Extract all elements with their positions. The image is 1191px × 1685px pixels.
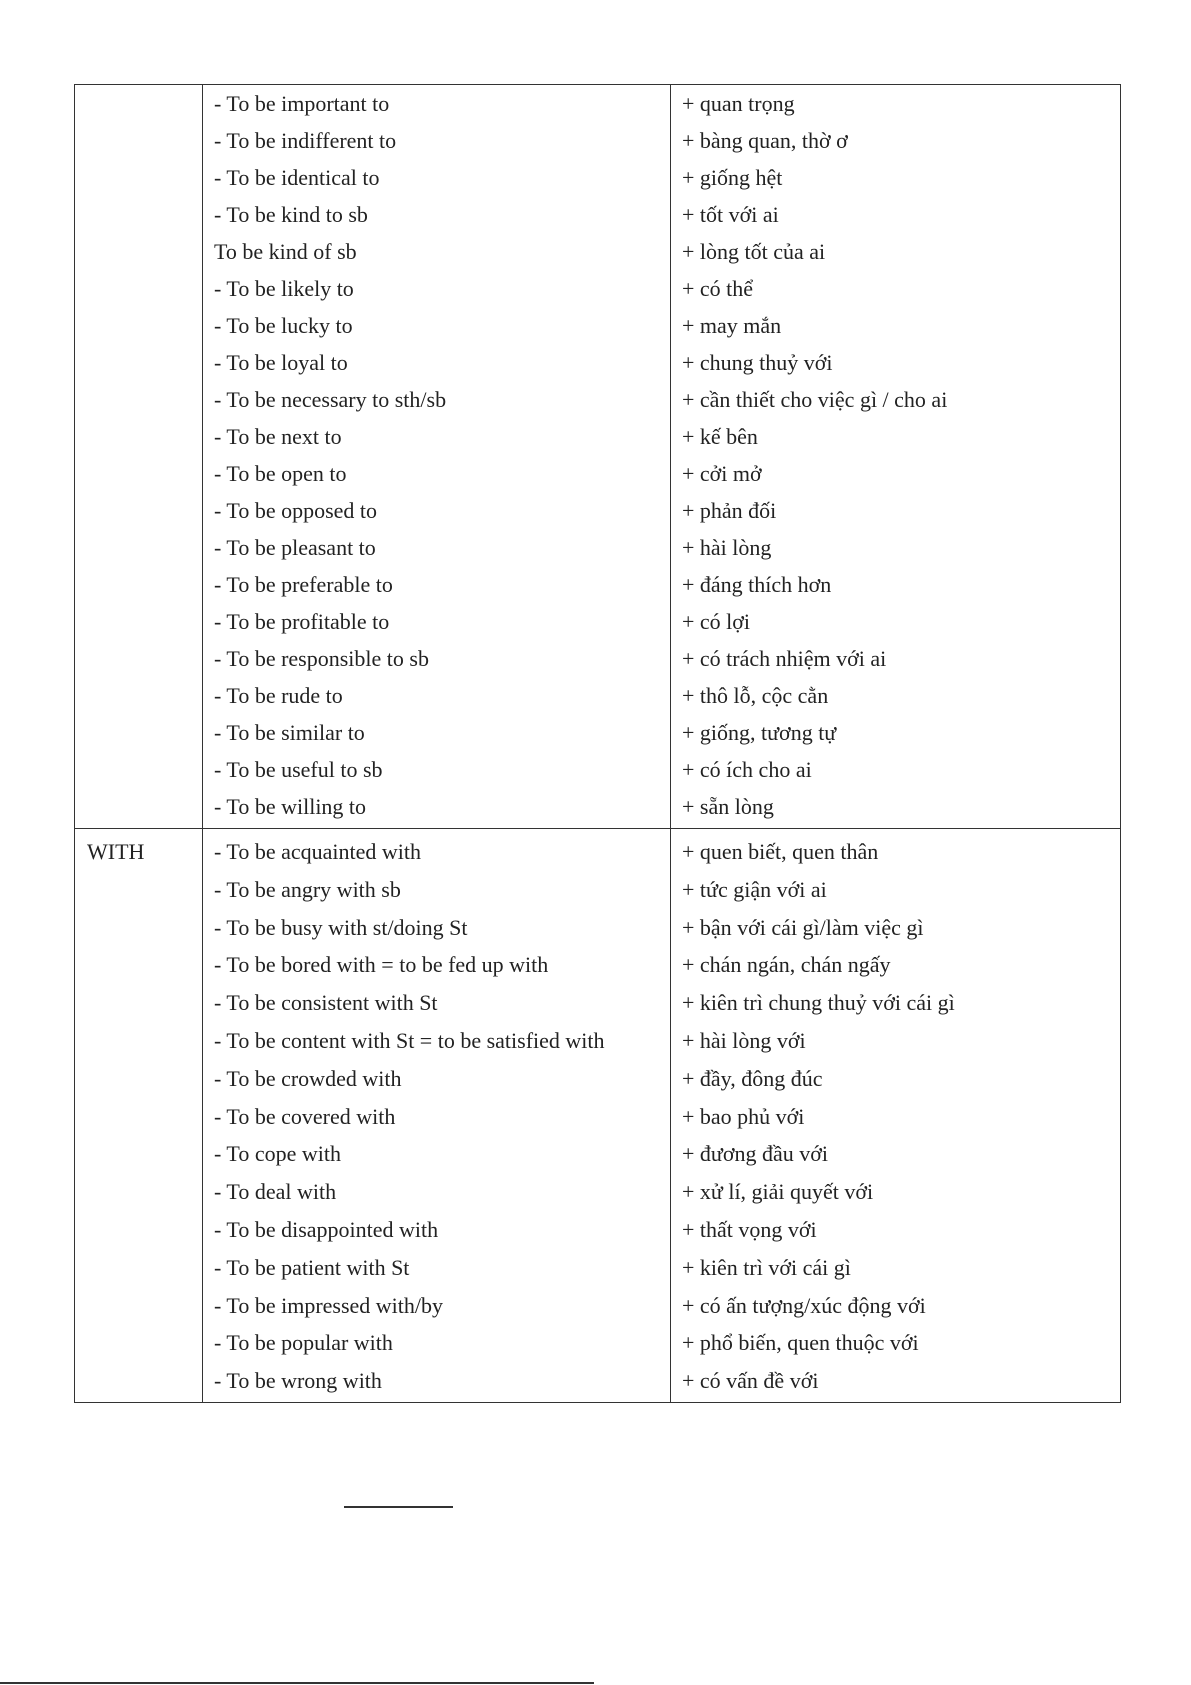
preposition-group xyxy=(75,829,1121,1403)
meaning-entry: + sẵn lòng xyxy=(682,794,774,819)
phrase-entry: - To be next to xyxy=(214,424,342,449)
meaning-entry: + cần thiết cho việc gì / cho ai xyxy=(682,387,948,412)
phrase-entry: - To be open to xyxy=(214,461,347,486)
preposition-cell xyxy=(75,85,203,829)
meaning-entry: + thô lỗ, cộc cằn xyxy=(682,683,829,708)
preposition-group xyxy=(75,85,1121,829)
meaning-entry: + bàng quan, thờ ơ xyxy=(682,128,848,153)
phrase-entry: - To be similar to xyxy=(214,720,365,745)
phrase-entry: - To be necessary to sth/sb xyxy=(214,387,447,412)
meaning-entry: + phản đối xyxy=(682,498,777,523)
meaning-entry: + đầy, đông đúc xyxy=(682,1065,823,1091)
phrase-entry: - To be pleasant to xyxy=(214,535,376,560)
phrase-entry: - To be willing to xyxy=(214,794,367,819)
phrase-entry: - To be likely to xyxy=(214,276,354,301)
meaning-entry: + hài lòng xyxy=(682,535,772,560)
meaning-entry: + có ấn tượng/xúc động với xyxy=(682,1292,926,1318)
phrase-entry: - To be responsible to sb xyxy=(214,646,429,671)
phrase-entry: - To be patient with St xyxy=(214,1254,410,1280)
meaning-entry: + có trách nhiệm với ai xyxy=(682,646,887,671)
meaning-entry: + bao phủ với xyxy=(682,1103,805,1129)
meaning-entry: + kiên trì chung thuỷ với cái gì xyxy=(682,990,955,1016)
phrase-entry: - To be covered with xyxy=(214,1103,396,1129)
phrase-entry: - To be identical to xyxy=(214,165,380,190)
phrase-entry: - To be bored with = to be fed up with xyxy=(214,952,549,978)
phrase-entry: - To cope with xyxy=(214,1141,341,1167)
phrase-entry: - To be crowded with xyxy=(214,1065,402,1091)
meaning-entry: + tức giận với ai xyxy=(682,876,827,902)
phrase-entry: - To deal with xyxy=(214,1179,337,1205)
phrase-entry: - To be useful to sb xyxy=(214,757,383,782)
phrase-entry: - To be indifferent to xyxy=(214,128,397,153)
meaning-entry: + quan trọng xyxy=(682,91,795,116)
meaning-entry: + có vấn đề với xyxy=(682,1368,819,1394)
vocabulary-table-body xyxy=(75,85,1121,1403)
meaning-entry: + chán ngán, chán ngấy xyxy=(682,952,891,978)
preposition-label xyxy=(75,85,202,89)
meaning-entry: + đáng thích hơn xyxy=(682,572,832,597)
meaning-entry: + giống hệt xyxy=(682,165,783,190)
meaning-entry: + giống, tương tự xyxy=(682,720,837,745)
phrase-cell xyxy=(203,829,671,1403)
phrase-entry: - To be lucky to xyxy=(214,313,353,338)
meaning-cell xyxy=(671,85,1121,829)
phrase-entry: - To be profitable to xyxy=(214,609,390,634)
meaning-entry: + thất vọng với xyxy=(682,1216,817,1242)
meaning-entry: + có thể xyxy=(682,276,754,301)
meaning-entry: + phổ biến, quen thuộc với xyxy=(682,1330,919,1356)
phrase-entry: - To be content with St = to be satisfied with xyxy=(214,1027,605,1053)
meaning-entry: + có lợi xyxy=(682,609,751,634)
meaning-entry: + kế bên xyxy=(682,424,758,449)
phrase-entry: - To be opposed to xyxy=(214,498,378,523)
meaning-entry: + lòng tốt của ai xyxy=(682,239,826,264)
phrase-entry: - To be acquainted with xyxy=(214,839,421,864)
meaning-entry: + quen biết, quen thân xyxy=(682,839,879,864)
meaning-entry: + đương đầu với xyxy=(682,1141,828,1167)
phrase-entry: - To be important to xyxy=(214,91,390,116)
preposition-label: WITH xyxy=(87,839,145,864)
meaning-entry: + bận với cái gì/làm việc gì xyxy=(682,914,924,940)
phrase-entry: - To be popular with xyxy=(214,1330,393,1356)
meaning-entry: + cởi mở xyxy=(682,461,762,486)
meaning-entry: + may mắn xyxy=(682,313,782,338)
phrase-entry: - To be consistent with St xyxy=(214,990,438,1016)
meaning-cell xyxy=(671,829,1121,1403)
vocabulary-table xyxy=(74,84,1121,1403)
meaning-entry: + kiên trì với cái gì xyxy=(682,1254,851,1280)
preposition-cell xyxy=(75,829,203,1403)
meaning-entry: + xử lí, giải quyết với xyxy=(682,1179,874,1205)
phrase-entry: To be kind of sb xyxy=(214,239,357,264)
phrase-entry: - To be preferable to xyxy=(214,572,393,597)
phrase-entry: - To be angry with sb xyxy=(214,876,401,902)
phrase-cell xyxy=(203,85,671,829)
meaning-entry: + có ích cho ai xyxy=(682,757,812,782)
meaning-entry: + tốt với ai xyxy=(682,202,779,227)
page-bottom-rule xyxy=(0,1682,594,1684)
phrase-entry: - To be busy with st/doing St xyxy=(214,914,468,940)
phrase-entry: - To be wrong with xyxy=(214,1368,382,1394)
phrase-entry: - To be impressed with/by xyxy=(214,1292,444,1318)
phrase-entry: - To be loyal to xyxy=(214,350,348,375)
meaning-entry: + hài lòng với xyxy=(682,1027,806,1053)
phrase-entry: - To be kind to sb xyxy=(214,202,368,227)
meaning-entry: + chung thuỷ với xyxy=(682,350,833,375)
footnote-separator xyxy=(344,1506,453,1508)
phrase-entry: - To be disappointed with xyxy=(214,1216,439,1242)
phrase-entry: - To be rude to xyxy=(214,683,343,708)
